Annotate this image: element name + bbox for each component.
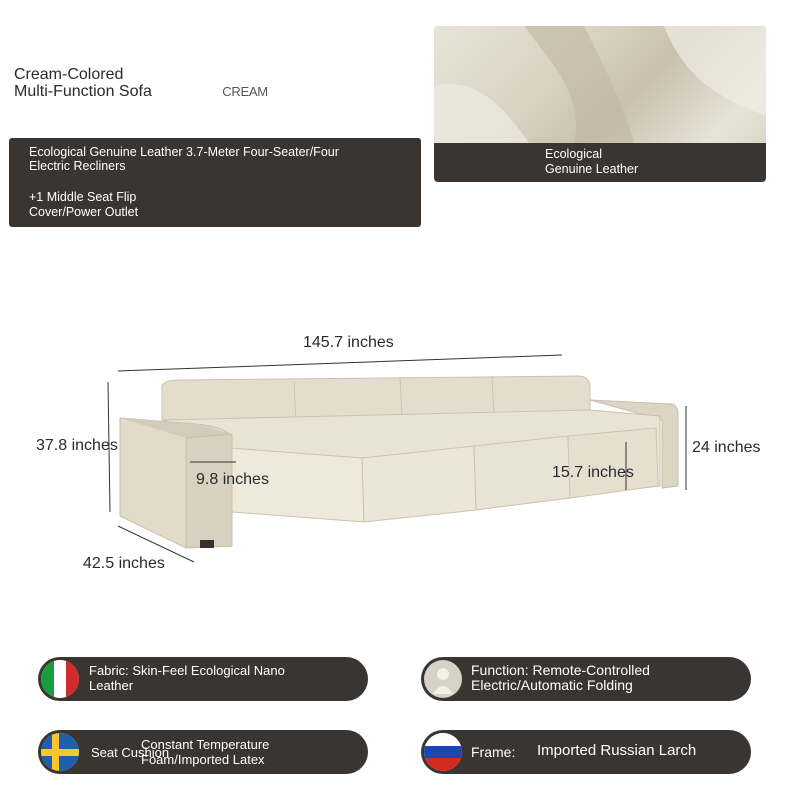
seat-feature-pill: [38, 730, 368, 774]
italy-flag-icon: [41, 660, 79, 698]
russia-flag-icon: [424, 733, 462, 771]
leather-caption: Ecological Genuine Leather: [545, 147, 639, 176]
description-line3: +1 Middle Seat Flip: [29, 190, 137, 204]
armrest-label: 9.8 inches: [196, 471, 269, 488]
seat-text: Constant Temperature Foam/Imported Latex: [141, 737, 270, 767]
depth-label: 42.5 inches: [83, 555, 165, 572]
width-label: 145.7 inches: [303, 334, 394, 351]
frame-value: Imported Russian Larch: [537, 742, 697, 759]
function-feature-pill: [421, 657, 751, 701]
frame-feature-pill: [421, 730, 751, 774]
title-line1: Cream-Colored: [14, 66, 124, 83]
title-suffix: CREAM: [222, 84, 268, 99]
height-label: 37.8 inches: [36, 437, 118, 454]
function-text: Function: Remote-Controlled Electric/Automatic Folding: [471, 662, 650, 693]
sculpture-icon: [424, 660, 462, 698]
description-line1: Ecological Genuine Leather 3.7-Meter Four-Seater/Four: [29, 145, 339, 159]
arm-height-label: 24 inches: [692, 439, 761, 456]
fabric-text: Fabric: Skin-Feel Ecological Nano Leather: [89, 663, 285, 693]
sweden-flag-icon: [41, 733, 79, 771]
description-line4: Cover/Power Outlet: [29, 205, 139, 219]
seat-label: Seat Cushion: [91, 745, 170, 760]
width-dimension-line: [118, 355, 562, 371]
title-line2: Multi-Function Sofa: [14, 83, 152, 100]
frame-label: Frame:: [471, 744, 516, 760]
fabric-feature-pill: [38, 657, 368, 701]
seat-height-label: 15.7 inches: [552, 464, 634, 481]
description-line2: Electric Recliners: [29, 159, 126, 173]
